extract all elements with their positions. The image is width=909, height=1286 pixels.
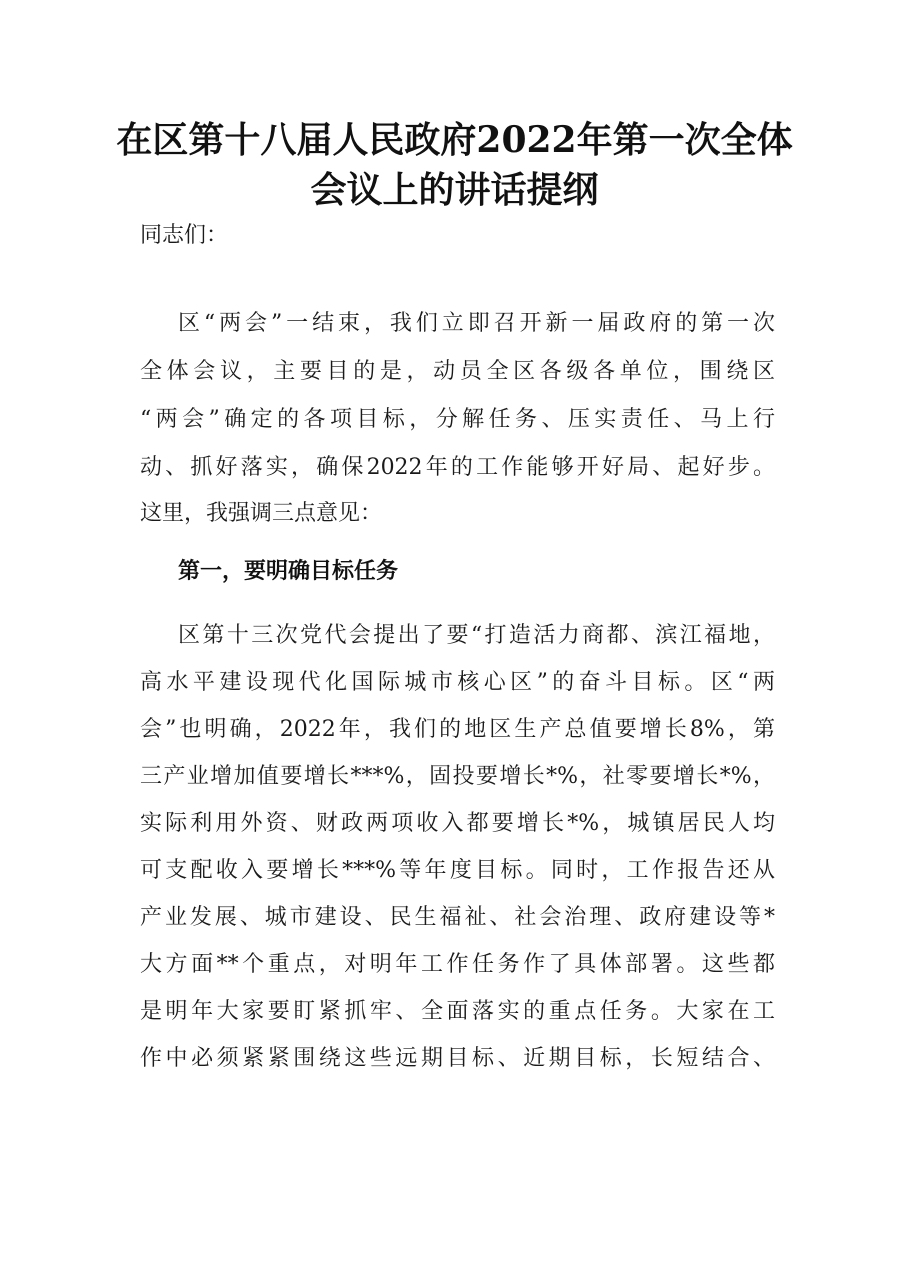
section1-line-4: 三产业增加值要增长***%，固投要增长*%，社零要增长*%， [140, 764, 775, 789]
section1-line-5: 实际利用外资、财政两项收入都要增长*%，城镇居民人均 [140, 811, 775, 836]
document-title-line-2: 会议上的讲话提纲 [310, 169, 599, 211]
section1-line-10: 作中必须紧紧围绕这些远期目标、近期目标，长短结合、 [140, 1046, 775, 1071]
document-title-line-1: 在区第十八届人民政府2022年第一次全体 [116, 119, 793, 161]
salutation: 同志们： [140, 223, 229, 248]
intro-line-2: 全体会议，主要目的是，动员全区各级各单位，围绕区 [140, 359, 775, 384]
intro-line-3: “两会”确定的各项目标，分解任务、压实责任、马上行 [140, 407, 775, 432]
section1-line-3: 会”也明确，2022年，我们的地区生产总值要增长8%，第 [140, 717, 775, 742]
section1-line-2: 高水平建设现代化国际城市核心区”的奋斗目标。区“两 [140, 670, 775, 695]
section1-line-9: 是明年大家要盯紧抓牢、全面落实的重点任务。大家在工 [140, 999, 775, 1024]
intro-line-4: 动、抓好落实，确保2022年的工作能够开好局、起好步。 [140, 455, 775, 480]
intro-line-5: 这里，我强调三点意见： [140, 501, 383, 526]
section1-line-7: 产业发展、城市建设、民生福祉、社会治理、政府建设等* [140, 905, 775, 930]
section1-line-1: 区第十三次党代会提出了要“打造活力商都、滨江福地， [178, 623, 775, 648]
section1-line-6: 可支配收入要增长***%等年度目标。同时，工作报告还从 [140, 858, 775, 883]
section-heading-1: 第一，要明确目标任务 [178, 559, 399, 584]
section1-line-8: 大方面**个重点，对明年工作任务作了具体部署。这些都 [140, 952, 775, 977]
intro-line-1: 区“两会”一结束，我们立即召开新一届政府的第一次 [178, 311, 775, 336]
